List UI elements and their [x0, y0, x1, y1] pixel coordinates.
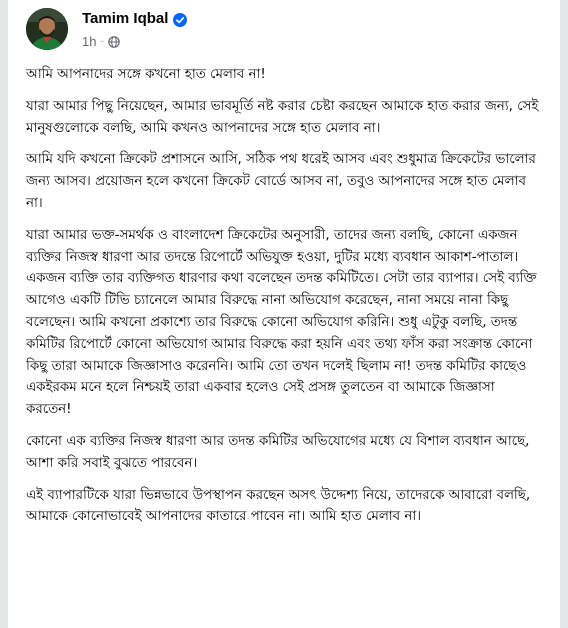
post-paragraph: আমি যদি কখনো ক্রিকেট প্রশাসনে আসি, সঠিক পথ ধরেই আসব এবং শুধুমাত্র ক্রিকেটের ভালোর জন্য আসব। প্রয়োজন হলে কখনো ক্রিকেট বোর্ডে আসব না, তবুও আপনাদের সঙ্গে হাত মেলাব না।: [26, 152, 536, 211]
post-paragraph: এই ব্যাপারটিকে যারা ভিন্নভাবে উপস্থাপন করছেন অসৎ উদ্দেশ্য নিয়ে, তাদেরকে আবারো বলছি, আমাকে কোনোভাবেই আপনাদের কাতারে পাবেন না। আমি হাত মেলাব না।: [26, 487, 531, 525]
meta-separator: ·: [100, 36, 104, 47]
card-bottom-edge: [8, 620, 560, 628]
verified-badge-icon: [173, 12, 187, 26]
globe-icon[interactable]: [108, 36, 120, 48]
post-meta: [82, 34, 120, 49]
post-text: [26, 64, 544, 538]
profile-photo: [26, 8, 68, 50]
post-timestamp[interactable]: 1h: [82, 34, 97, 49]
author-name[interactable]: Tamim Iqbal: [82, 10, 169, 27]
post-paragraph: কোনো এক ব্যক্তির নিজস্ব ধারণা আর তদন্ত কমিটির অভিযোগের মধ্যে যে বিশাল ব্যবধান আছে, আশা করি সবাই বুঝতে পারবেন।: [26, 433, 530, 471]
post-paragraph: যারা আমার ভক্ত-সমর্থক ও বাংলাদেশ ক্রিকেটের অনুসারী, তাদের জন্য বলছি, কোনো একজন ব্যক্তির নিজস্ব ধারণা আর তদন্তে রিপোর্টে অভিযুক্ত হওয়া, দুটির মধ্যে ব্যবধান আকাশ-পাতাল। একজন ব্যক্তি তার ব্যক্তিগত ধারণার কথা বলেছেন তদন্ত কমিটিতে। সেটা তার ব্যাপার। সেই ব্যক্তি আগেও একটি টিভি চ্যানেলে আমার বিরুদ্ধে নানা অভিযোগ করেছেন, নানা সময়ে নানা কিছু বলেছেন। আমি কখনো প্রকাশ্যে তার বিরুদ্ধে কোনো অভিযোগ করিনি। শুধু এটুকু বলছি, তদন্ত কমিটির রিপোর্টে কোনো অভিযোগ আমার বিরুদ্ধে করা হয়নি এবং তথ্য ফাঁস করা সংক্রান্ত কোনো কিছু তারা আমাকে জিজ্ঞাসাও করেননি। আমি তো তখন দলেই ছিলাম না! তদন্ত কমিটির কাছেও একইরকম মনে হলে নিশ্চয়ই তারা একবার হলেও সেই প্রসঙ্গ তুলতেন বা আমাকে জিজ্ঞাসা করতেন!: [26, 227, 537, 418]
avatar[interactable]: [26, 8, 68, 50]
post-paragraph: আমি আপনাদের সঙ্গে কখনো হাত মেলাব না!: [26, 67, 266, 82]
post-header: [26, 8, 546, 56]
post-paragraph: যারা আমার পিছু নিয়েছেন, আমার ভাবমূর্তি নষ্ট করার চেষ্টা করছেন আমাকে হাত করার জন্য, সেই মানুষগুলোকে বলছি, আমি কখনও আপনাদের সঙ্গে হাত মেলাব না।: [26, 98, 539, 136]
author-row: [82, 10, 187, 27]
post-card: [8, 0, 560, 628]
